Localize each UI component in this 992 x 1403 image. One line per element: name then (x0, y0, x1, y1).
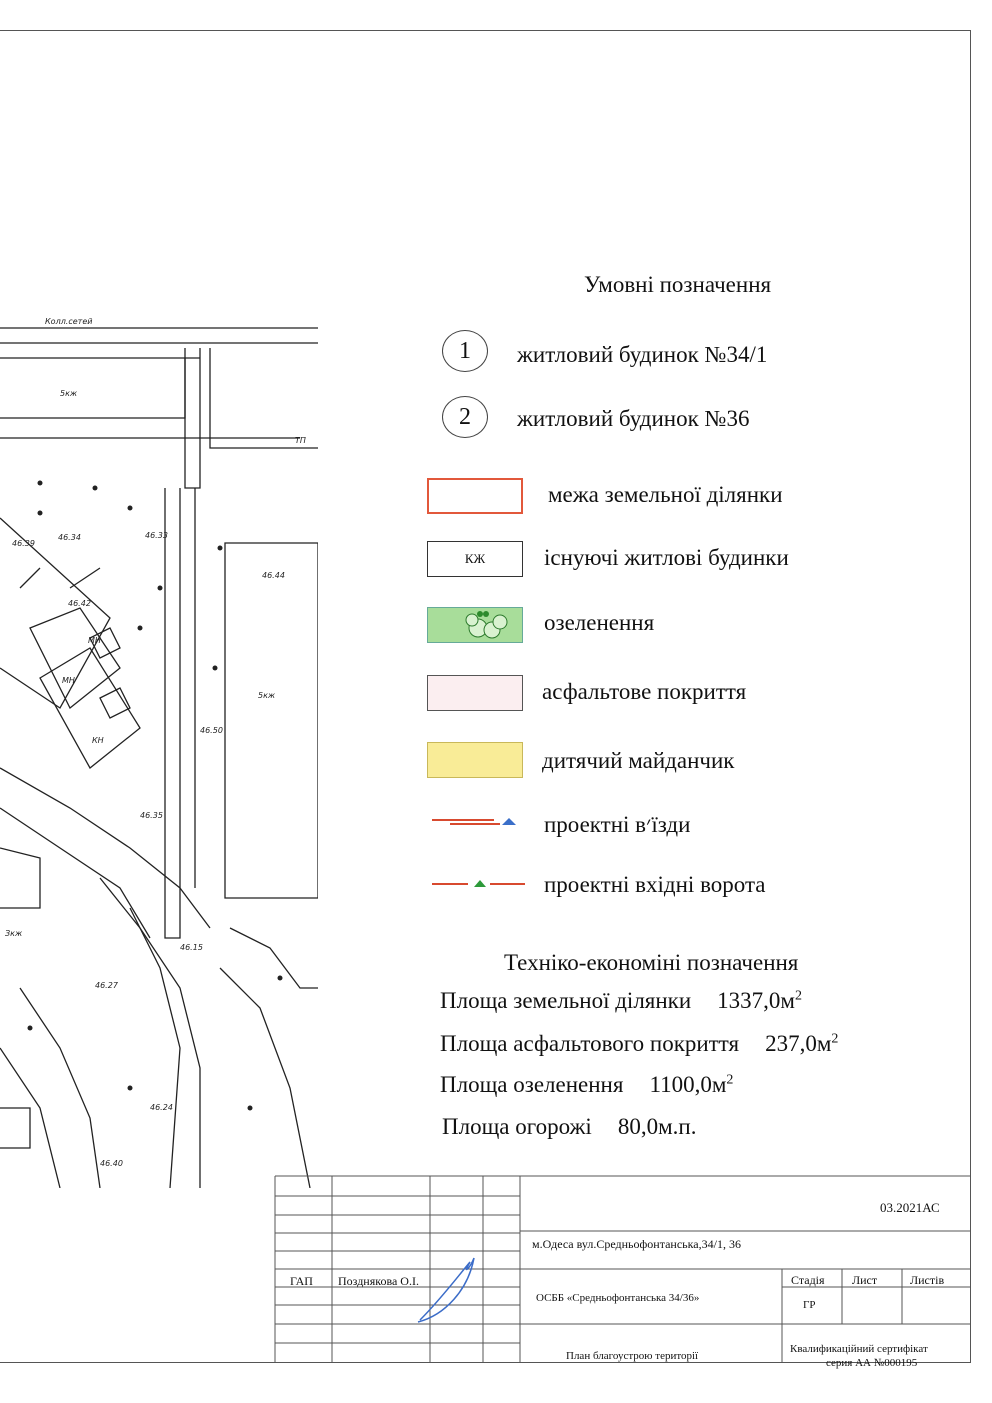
legend-existing-buildings: існуючі житлові будинки (544, 545, 789, 570)
tech-row (440, 988, 802, 1014)
entrance-line-icon (432, 814, 527, 832)
map-label: 46.15 (180, 943, 203, 952)
map-label: 46.44 (262, 571, 285, 580)
certificate-line-2: серия АА №000195 (826, 1357, 918, 1369)
map-label: 46.39 (12, 539, 35, 548)
legend-playground: дитячий майданчик (542, 748, 735, 773)
tech-label: Площа земельної ділянки (440, 988, 692, 1013)
role-label: ГАП (290, 1274, 313, 1288)
map-label: 5кж (60, 389, 78, 398)
map-label: Колл.сетей (45, 317, 93, 326)
tech-label: Площа озеленення (440, 1072, 624, 1097)
tech-value: 1100,0м (649, 1072, 727, 1097)
gate-line-icon (432, 876, 527, 894)
tech-row (442, 1114, 696, 1140)
legend-gates: проектні вхідні ворота (544, 872, 766, 897)
stage-label: Стадія (791, 1273, 825, 1287)
map-label: Зкж (5, 929, 23, 938)
map-label: 46.24 (150, 1103, 173, 1112)
map-label: КН (92, 736, 104, 745)
project-address: м.Одеса вул.Средньофонтанська,34/1, 36 (532, 1237, 741, 1251)
building-2-marker: 2 (442, 396, 488, 438)
legend-building-1: житловий будинок №34/1 (517, 342, 768, 367)
map-label: 46.40 (100, 1159, 123, 1168)
plan-name: План благоустрою території (566, 1350, 699, 1362)
tech-unit-sup: 2 (726, 1072, 734, 1088)
building-1-marker: 1 (442, 330, 488, 372)
tech-unit-sup: 2 (831, 1031, 839, 1047)
legend-building-2: житловий будинок №36 (517, 406, 750, 431)
legend-asphalt: асфальтове покриття (542, 679, 747, 704)
sheet-label: Лист (852, 1273, 878, 1287)
map-label: 46.42 (68, 599, 91, 608)
map-label: 46.27 (95, 981, 118, 990)
tech-row (440, 1072, 733, 1098)
map-label: 5кж (258, 691, 276, 700)
asphalt-swatch (427, 675, 523, 711)
map-label: 46.50 (200, 726, 223, 735)
map-label: ТП (295, 436, 306, 445)
tech-label: Площа огорожі (442, 1114, 592, 1139)
project-code: 03.2021АС (880, 1200, 940, 1215)
certificate-line-1: Квалификаційний сертифікат (790, 1343, 928, 1355)
legend-title: Умовні позначення (584, 272, 772, 297)
organization-name: ОСББ «Средньофонтанська 34/36» (536, 1292, 700, 1304)
map-label: МН (62, 676, 75, 685)
map-label: 46.33 (145, 531, 168, 540)
tech-value: 237,0м (765, 1031, 832, 1056)
tech-label: Площа асфальтового покриття (440, 1031, 740, 1056)
author-name: Позднякова О.І. (338, 1274, 419, 1288)
tree-cluster-icon (428, 608, 522, 642)
map-label: МН (88, 636, 101, 645)
site-plan-map (0, 288, 318, 1188)
tech-value: 1337,0м (717, 988, 795, 1013)
sheets-label: Листів (910, 1273, 945, 1287)
tech-title: Техніко-економіні позначення (504, 950, 799, 975)
map-label: 46.34 (58, 533, 81, 542)
legend-entrances: проектні в׳їзди (544, 812, 691, 837)
building-swatch: КЖ (427, 541, 523, 577)
playground-swatch (427, 742, 523, 778)
stage-value: ГР (803, 1299, 816, 1311)
greenery-swatch (427, 607, 523, 643)
tech-row (440, 1031, 838, 1057)
boundary-swatch (427, 478, 523, 514)
tech-value: 80,0м.п. (617, 1114, 697, 1139)
legend-boundary: межа земельної ділянки (548, 482, 783, 507)
tech-unit-sup: 2 (794, 988, 802, 1004)
map-label: 46.35 (140, 811, 163, 820)
legend-greenery: озеленення (544, 610, 655, 635)
